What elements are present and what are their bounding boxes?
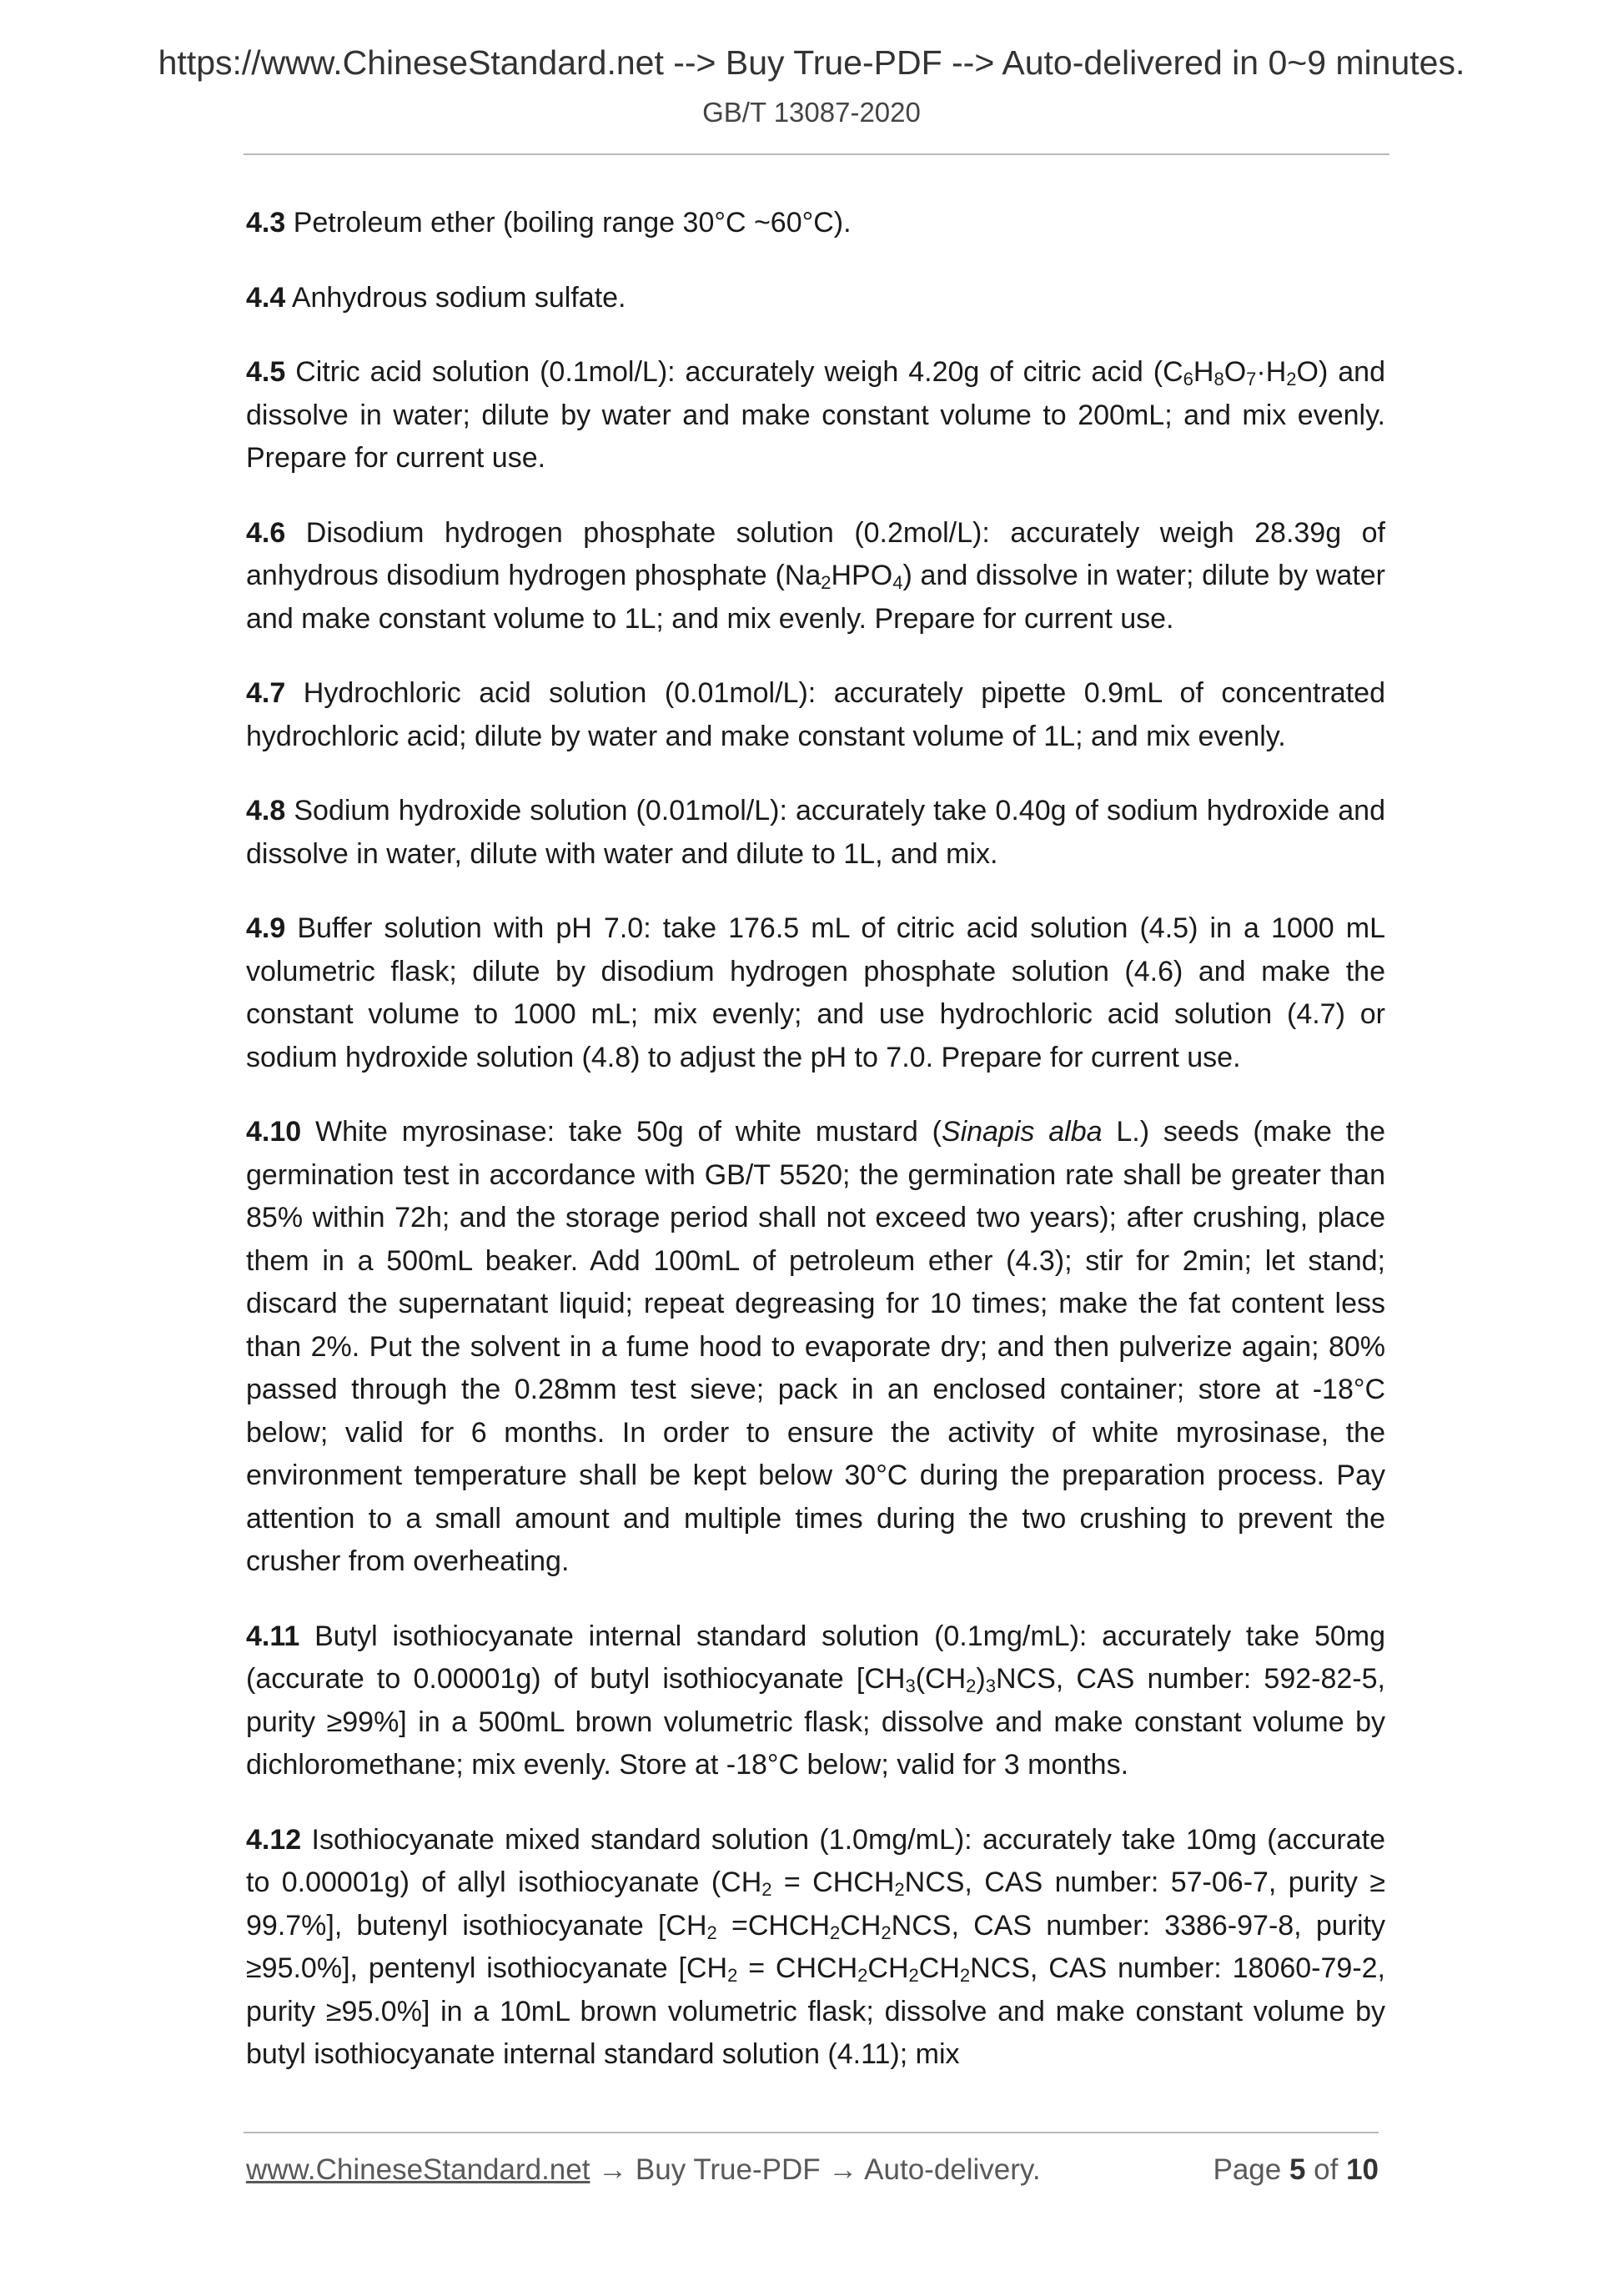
section-text: CH xyxy=(840,1909,882,1942)
section-text: HPO xyxy=(831,560,893,591)
section-4-8 xyxy=(246,790,1385,876)
subscript: 2 xyxy=(966,1676,977,1696)
section-text: CH xyxy=(918,1952,960,1984)
section-number: 4.4 xyxy=(246,281,286,314)
section-number: 4.8 xyxy=(246,795,286,826)
subscript: 2 xyxy=(830,1922,841,1943)
footer-tagline: → Buy True-PDF → Auto-delivery. xyxy=(590,2153,1041,2186)
document-body xyxy=(246,202,1385,2108)
page-footer xyxy=(246,2153,1379,2195)
section-text: Buffer solution with pH 7.0: take 176.5 mL of citric acid solution (4.5) in a 1000 mL volumetric flask; dilute by disodium hydrogen phosphate solution (4.6) and make the constant volume to 1000 mL; mix evenly; and use hydrochloric acid solution (4.7) or sodium hydroxide solution (4.8) to adjust the pH to 7.0. Prepare for current use. xyxy=(246,912,1385,1073)
page-indicator xyxy=(1213,2153,1379,2187)
section-text: NCS, CAS number: 592-82-5, purity ≥99%] in a 500mL brown volumetric flask; dissolve and make constant volume by dichloromethane; mix evenly. Store at -18°C below; valid for 3 months. xyxy=(246,1663,1385,1781)
section-text: = CHCH xyxy=(737,1952,858,1984)
section-text: Citric acid solution (0.1mol/L): accurately weigh 4.20g of citric acid (C xyxy=(295,356,1183,388)
section-4-10 xyxy=(246,1111,1385,1584)
section-text: NCS, CAS number: 18060-79-2, purity ≥95.0%] in a 10mL brown volumetric flask; dissolve and make constant volume by butyl isothiocyanate internal standard solution (4.11); mix xyxy=(246,1952,1385,2070)
page-of: of xyxy=(1305,2153,1347,2186)
header-divider xyxy=(244,153,1389,155)
section-text: Isothiocyanate mixed standard solution (1.0mg/mL): accurately take 10mg (accurate to 0.00001g) of allyl isothiocyanate (CH xyxy=(246,1823,1385,1898)
section-4-5 xyxy=(246,351,1385,480)
section-text: L.) seeds (make the germination test in accordance with GB/T 5520; the germination rate shall be greater than 85% within 72h; and the storage period shall not exceed two years); after crushing, place them in a 500mL beaker. Add 100mL of petroleum ether (4.3); stir for 2min; let stand; discard the supernatant liquid; repeat degreasing for 10 times; make the fat content less than 2%. Put the solvent in a fume hood to evaporate dry; and then pulverize again; 80% passed through the 0.28mm test sieve; pack in an enclosed container; store at -18°C below; valid for 6 months. In order to ensure the activity of white myrosinase, the environment temperature shall be kept below 30°C during the preparation process. Pay attention to a small amount and multiple times during the two crushing to prevent the crusher from overheating. xyxy=(246,1116,1385,1577)
section-text: Disodium hydrogen phosphate solution (0.2mol/L): accurately weigh 28.39g of anhydrous disodium hydrogen phosphate (Na xyxy=(246,516,1385,591)
section-number: 4.7 xyxy=(246,677,286,709)
page-label: Page xyxy=(1213,2153,1289,2186)
section-number: 4.6 xyxy=(246,516,286,549)
section-text: Butyl isothiocyanate internal standard solution (0.1mg/mL): accurately take 50mg (accurate to 0.00001g) of butyl isothiocyanate [CH xyxy=(246,1620,1386,1695)
section-text: H xyxy=(1193,356,1214,388)
section-text: O xyxy=(1224,356,1247,388)
footer-promo xyxy=(246,2153,1041,2187)
site-link[interactable]: www.ChineseStandard.net xyxy=(246,2153,590,2186)
subscript: 2 xyxy=(1286,369,1297,389)
section-text: O) and dissolve in water; dilute by water and make constant volume to 200mL; and mix evenly. Prepare for current use. xyxy=(246,356,1385,474)
subscript: 2 xyxy=(761,1879,772,1900)
subscript: 2 xyxy=(821,572,832,593)
section-text: Petroleum ether (boiling range 30°C ~60°C). xyxy=(293,207,852,239)
section-number: 4.3 xyxy=(246,207,286,239)
section-number: 4.5 xyxy=(246,356,286,388)
footer-divider xyxy=(244,2132,1379,2133)
section-text: Hydrochloric acid solution (0.01mol/L): accurately pipette 0.9mL of concentrated hydrochloric acid; dilute by water and make constant volume of 1L; and mix evenly. xyxy=(246,677,1385,752)
section-4-3 xyxy=(246,202,1385,245)
standard-code: GB/T 13087-2020 xyxy=(702,97,921,128)
section-4-9 xyxy=(246,907,1385,1079)
section-number: 4.11 xyxy=(246,1620,300,1652)
section-4-12 xyxy=(246,1819,1385,2077)
subscript: 2 xyxy=(857,1965,868,1986)
section-text: ) xyxy=(976,1663,986,1695)
section-number: 4.12 xyxy=(246,1823,302,1856)
subscript: 3 xyxy=(905,1676,916,1696)
section-number: 4.9 xyxy=(246,912,286,944)
subscript: 4 xyxy=(892,572,903,593)
subscript: 2 xyxy=(727,1965,738,1986)
subscript: 2 xyxy=(706,1922,717,1943)
section-text: (CH xyxy=(915,1663,967,1695)
section-text: CH xyxy=(867,1952,909,1984)
subscript: 2 xyxy=(908,1965,919,1986)
species-name: Sinapis alba xyxy=(941,1116,1103,1148)
section-text: White myrosinase: take 50g of white mustard ( xyxy=(315,1116,942,1148)
subscript: 8 xyxy=(1213,369,1224,389)
section-text: Sodium hydroxide solution (0.01mol/L): accurately take 0.40g of sodium hydroxide and dissolve in water, dilute with water and dilute to 1L, and mix. xyxy=(246,795,1385,870)
section-4-11 xyxy=(246,1615,1385,1787)
section-4-4 xyxy=(246,277,1385,320)
top-banner: https://www.ChineseStandard.net --> Buy True-PDF --> Auto-delivered in 0~9 minutes. xyxy=(158,43,1465,82)
section-text: ·H xyxy=(1256,356,1287,388)
subscript: 3 xyxy=(985,1676,996,1696)
section-number: 4.10 xyxy=(246,1116,302,1148)
section-text: ) and dissolve in water; dilute by water and make constant volume to 1L; and mix evenly. Prepare for current use. xyxy=(246,560,1385,635)
subscript: 2 xyxy=(959,1965,971,1986)
subscript: 6 xyxy=(1183,369,1193,389)
section-text: NCS, CAS number: 3386-97-8, purity ≥95.0%], pentenyl isothiocyanate [CH xyxy=(246,1909,1385,1984)
subscript: 2 xyxy=(894,1879,905,1900)
subscript: 2 xyxy=(881,1922,892,1943)
page-current: 5 xyxy=(1289,2153,1306,2186)
subscript: 7 xyxy=(1246,369,1257,389)
page-total: 10 xyxy=(1346,2153,1379,2186)
section-4-7 xyxy=(246,672,1385,758)
section-text: NCS, CAS number: 57-06-7, purity ≥ 99.7%], butenyl isothiocyanate [CH xyxy=(246,1866,1385,1942)
section-4-6 xyxy=(246,512,1385,641)
section-text: =CHCH xyxy=(716,1909,831,1942)
section-text: = CHCH xyxy=(771,1866,895,1898)
section-text: Anhydrous sodium sulfate. xyxy=(291,281,626,314)
